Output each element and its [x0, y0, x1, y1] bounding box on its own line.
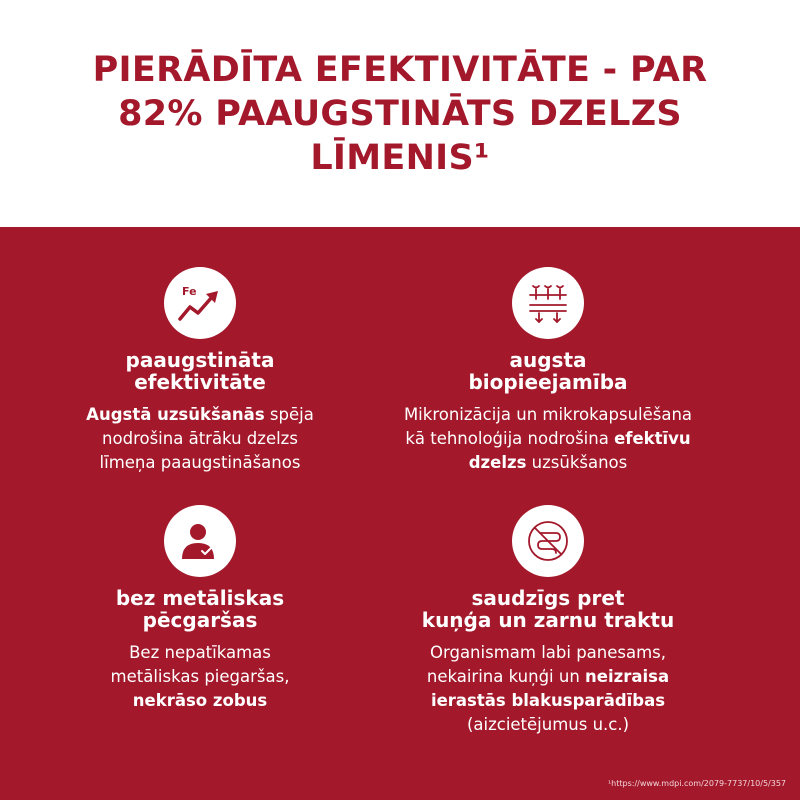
- feature-text: Organismam labi panesams,: [429, 643, 667, 662]
- feature-title-line1: saudzīgs pret: [471, 586, 625, 610]
- feature-description: [30, 641, 370, 713]
- feature-title-line2: efektivitāte: [134, 370, 266, 394]
- feature-text: (aizcietējumus u.c.): [466, 715, 630, 734]
- feature-efficiency: [30, 267, 370, 475]
- iron-symbol-label: Fe: [182, 285, 197, 298]
- feature-text: uzsūkšanos: [526, 453, 628, 472]
- feature-text-bold: dzelzs: [468, 453, 527, 472]
- feature-title: [378, 587, 718, 631]
- feature-text-bold: ierastās blakusparādības: [430, 691, 666, 710]
- feature-text: kā tehnoloģija nodrošina: [405, 429, 615, 448]
- feature-description: [378, 641, 718, 737]
- feature-text: Mikronizācija un mikrokapsulēšana: [403, 405, 693, 424]
- feature-title: [30, 587, 370, 631]
- feature-title-line1: augsta: [509, 348, 587, 372]
- feature-title-line2: biopieejamība: [468, 370, 628, 394]
- feature-text: līmeņa paaugstināšanos: [99, 453, 301, 472]
- page-title-line3: LĪMENIS¹: [310, 138, 490, 178]
- feature-bioavailability: [378, 267, 718, 475]
- feature-text: spēja: [264, 405, 314, 424]
- feature-gentle-digestive: [378, 505, 718, 737]
- feature-text: nekairina kuņģi un: [426, 667, 586, 686]
- feature-title-line1: bez metāliskas: [115, 586, 285, 610]
- feature-title: [30, 349, 370, 393]
- header-area: [0, 0, 800, 227]
- absorption-layers-icon: [512, 267, 584, 339]
- person-check-icon: [164, 505, 236, 577]
- iron-trend-up-icon: [164, 267, 236, 339]
- feature-text: metāliskas piegaršas,: [110, 667, 290, 686]
- feature-description: [378, 403, 718, 475]
- feature-text-bold: Augstā uzsūkšanās: [86, 405, 265, 424]
- feature-text-bold: nekrāso zobus: [132, 691, 268, 710]
- page-title-line2: 82% PAAUGSTINĀTS DZELZS: [118, 94, 682, 134]
- page-title-line1: PIERĀDĪTA EFEKTIVITĀTE - PAR: [92, 50, 708, 90]
- features-panel: [0, 227, 800, 800]
- page-title: [40, 48, 760, 180]
- feature-text-bold: efektīvu: [614, 429, 691, 448]
- feature-no-aftertaste: [30, 505, 370, 713]
- no-intestine-icon: [512, 505, 584, 577]
- feature-text: nodrošina ātrāku dzelzs: [102, 429, 298, 448]
- feature-text: Bez nepatīkamas: [129, 643, 271, 662]
- feature-description: [30, 403, 370, 475]
- feature-title-line1: paaugstināta: [125, 348, 275, 372]
- feature-title: [378, 349, 718, 393]
- feature-title-line2: pēcgaršas: [142, 608, 258, 632]
- source-footnote: ¹https://www.mdpi.com/2079-7737/10/5/357: [607, 779, 786, 788]
- feature-title-line2: kuņģa un zarnu traktu: [421, 608, 675, 632]
- feature-text-bold: neizraisa: [585, 667, 670, 686]
